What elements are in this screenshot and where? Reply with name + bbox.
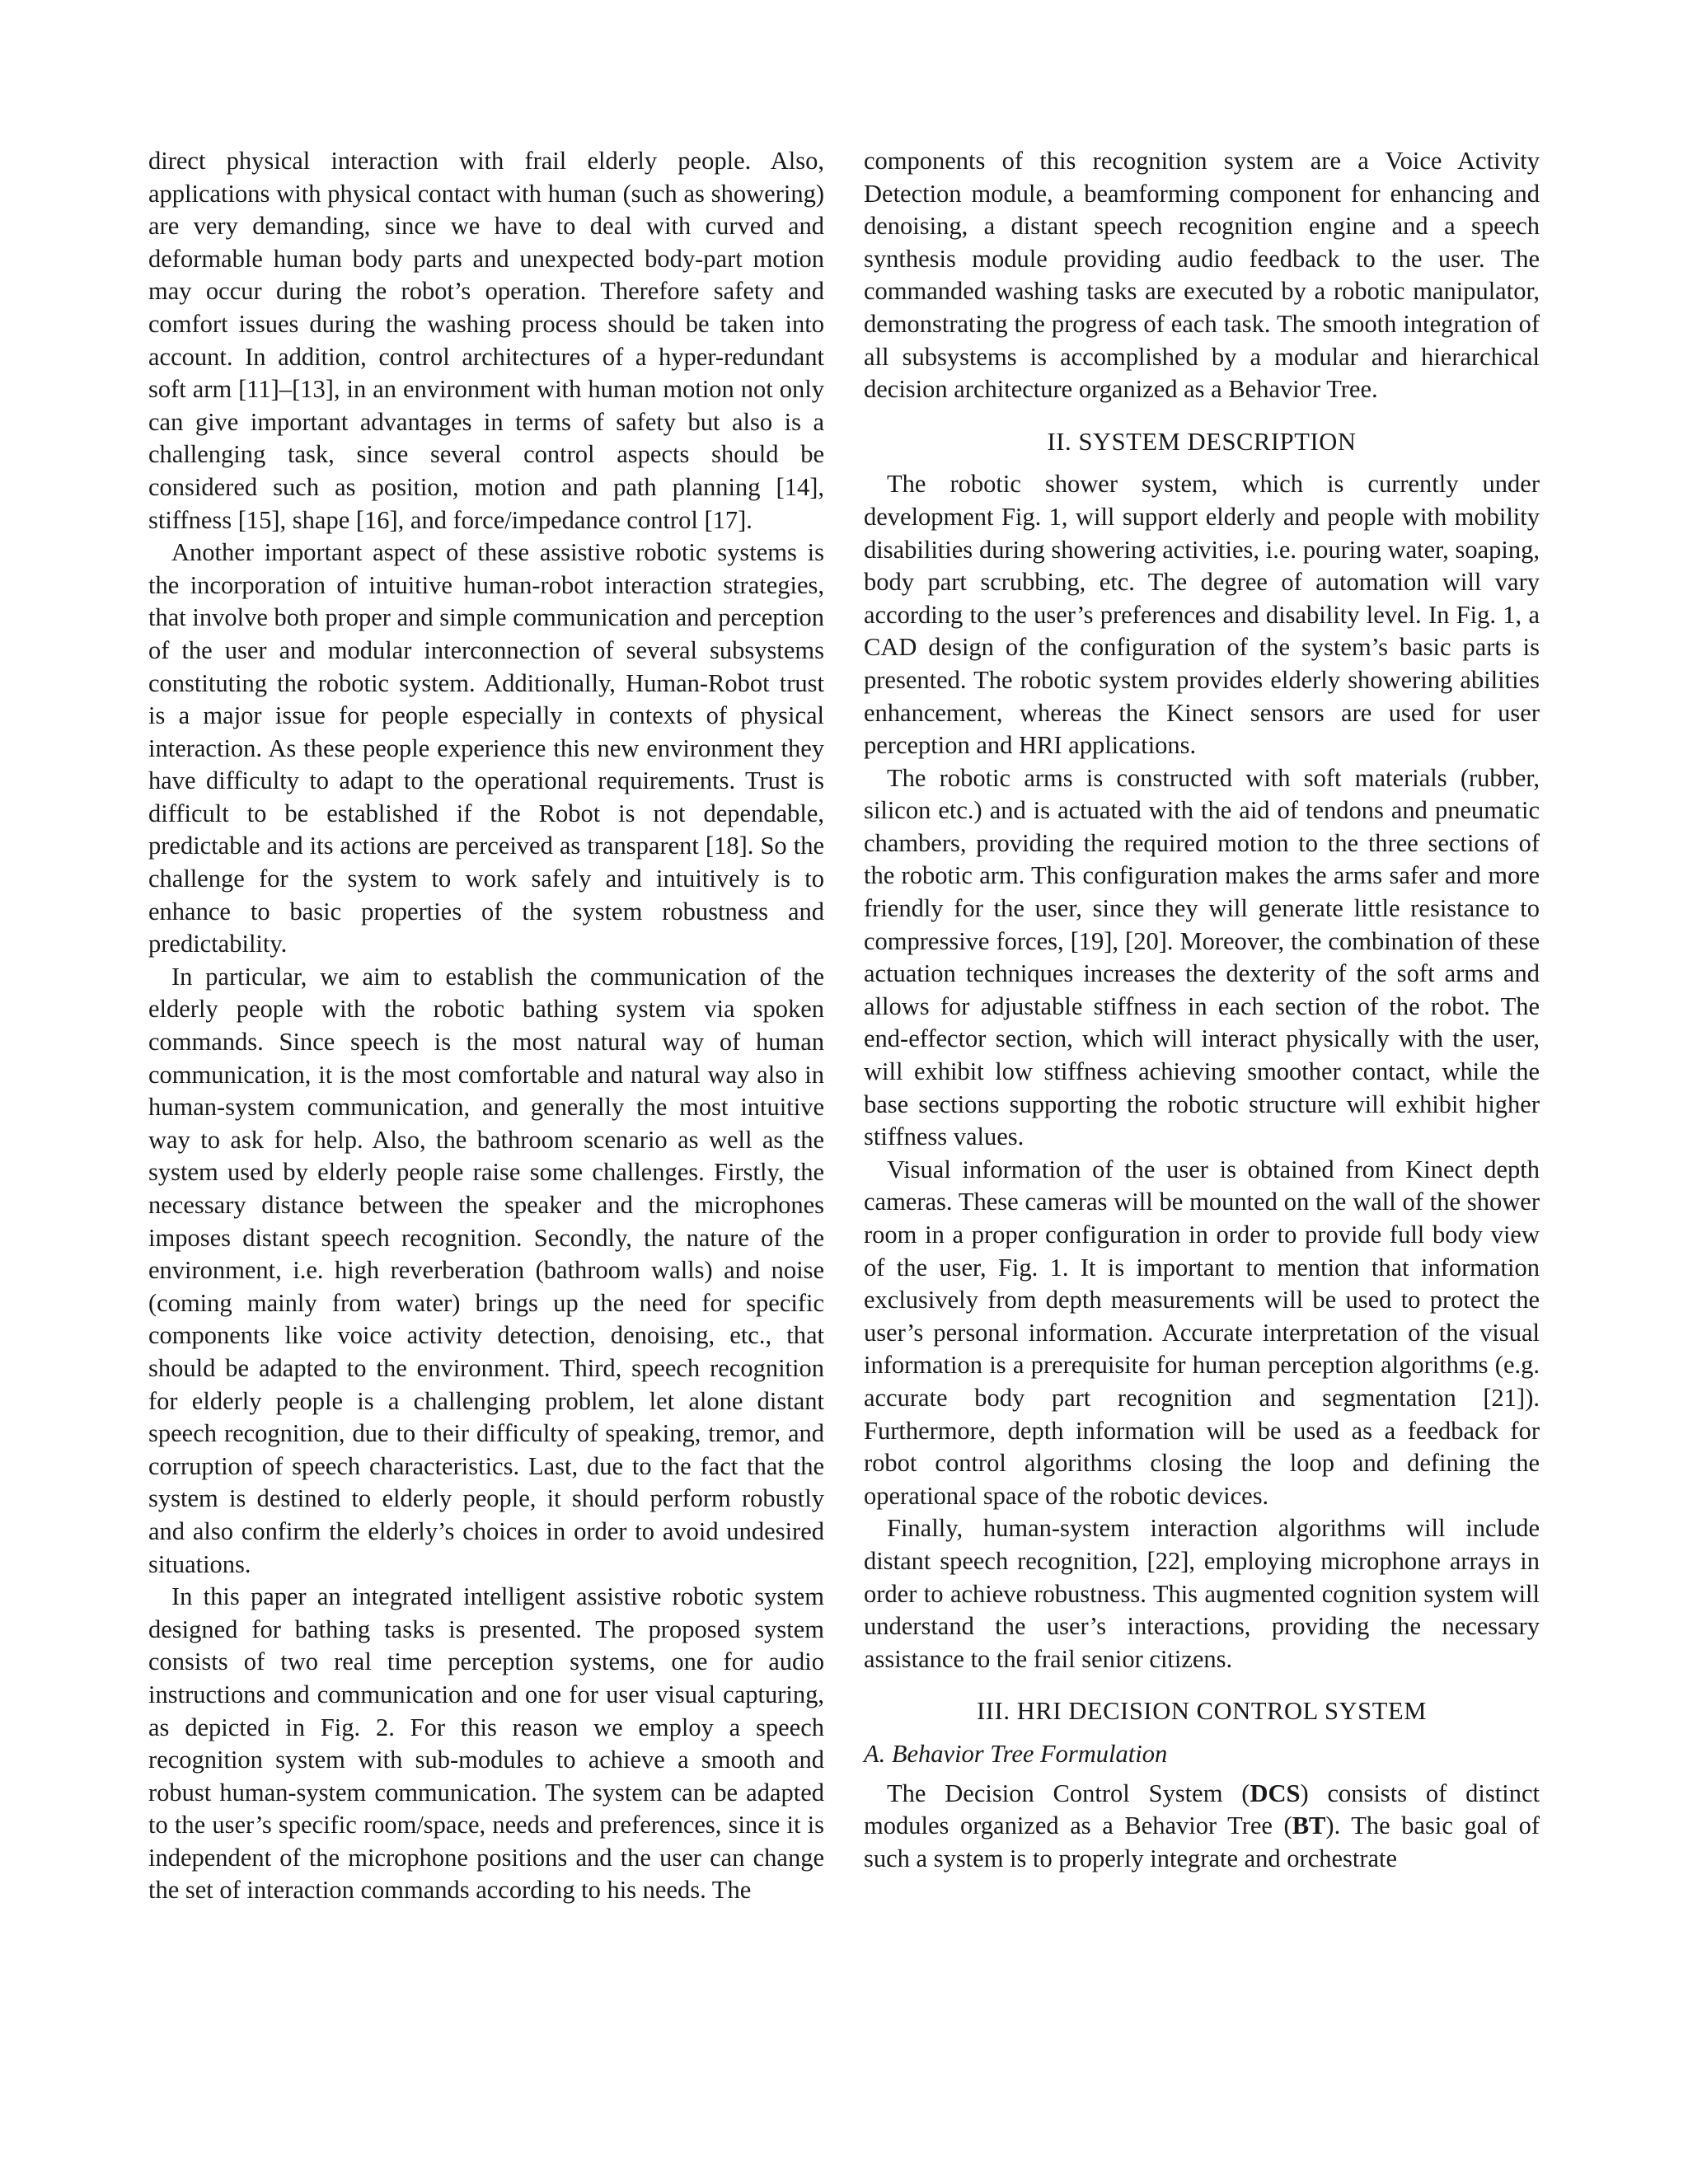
paragraph-soft-arms: The robotic arms is constructed with soft materials (rubber, silicon etc.) and is actuated with the aid of tendons and pneumatic chambers, providing the required motion to the three sections of the robotic arm. This configuration makes the arms safer and more friendly for the user, since they will generate little resistance to compressive forces, [19], [20]. Moreover, the combination of these actuation techniques increases the dexterity of the soft arms and allows for adjustable stiffness in each section of the robot. The end-effector section, which will interact physically with the user, will exhibit low stiffness achieving smoother contact, while the base sections supporting the robotic structure will exhibit higher stiffness values. (864, 763, 1540, 1151)
dcs-text-1: The Decision Control System ( (887, 1779, 1250, 1807)
paragraph-spoken-commands: In particular, we aim to establish the communication of the elderly people with the robotic bathing system via spoken commands. Since speech is the most natural way of human communication, it is the most comfortable and natural way also in human-system communication, and generally the most intuitive way to ask for help. Also, the bathroom scenario as well as the system used by elderly people raise some challenges. Firstly, the necessary distance between the speaker and the microphones imposes distant speech recognition. Secondly, the nature of the environment, i.e. high reverberation (bathroom walls) and noise (coming mainly from water) brings up the need for specific components like voice activity detection, denoising, etc., that should be adapted to the environment. Third, speech recognition for elderly people is a challenging problem, let alone distant speech recognition, due to their difficulty of speaking, tremor, and corruption of speech characteristics. Last, due to the fact that the system is destined to elderly people, it should perform robustly and also confirm the elderly’s choices in order to avoid undesired situations. (148, 962, 824, 1578)
section-heading-system-description: II. SYSTEM DESCRIPTION (1047, 427, 1357, 456)
dcs-text-3: ). The basic goal of such a system is to properly integrate and orchestrate (864, 1811, 1540, 1872)
paragraph-robotic-shower: The robotic shower system, which is currently under development Fig. 1, will support elderly and people with mobility disabilities during showering activities, i.e. pouring water, soaping, body part scrubbing, etc. The degree of automation will vary according to the user’s preferences and disability level. In Fig. 1, a CAD design of the configuration of the system’s basic parts is presented. The robotic system provides elderly showering abilities enhancement, whereas the Kinect sensors are used for user perception and HRI applications. (864, 470, 1540, 760)
subsection-heading-behavior-tree: A. Behavior Tree Formulation (864, 1739, 1168, 1768)
right-column (864, 145, 1540, 1875)
paragraph-hri-strategies: Another important aspect of these assistive robotic systems is the incorporation of intuitive human-robot interaction strategies, that involve both proper and simple communication and perception of the user and modular interconnection of several subsystems constituting the robotic system. Additionally, Human-Robot trust is a major issue for people especially in contexts of physical interaction. As these people experience this new environment they have difficulty to adapt to the operational requirements. Trust is difficult to be established if the Robot is not dependable, predictable and its actions are perceived as transparent [18]. So the challenge for the system to work safely and intuitively is to enhance to basic properties of the system robustness and predictability. (148, 538, 824, 958)
paper-page (148, 145, 1540, 2074)
paragraph-dcs (864, 1778, 1540, 1876)
dcs-acronym: DCS (1250, 1779, 1301, 1807)
left-column (148, 145, 824, 1907)
paragraph-recognition-components: components of this recognition system are a Voice Activity Detection module, a beamforming component for enhancing and denoising, a distant speech recognition engine and a speech synthesis module providing audio feedback to the user. The commanded washing tasks are executed by a robotic manipulator, demonstrating the progress of each task. The smooth integration of all subsystems is accomplished by a modular and hierarchical decision architecture organized as a Behavior Tree. (864, 147, 1540, 404)
dcs-text-2: ) consists of distinct modules organized as a Behavior Tree ( (864, 1779, 1540, 1840)
paragraph-continuation: direct physical interaction with frail elderly people. Also, applications with physical contact with human (such as showering) are very demanding, since we have to deal with curved and deformable human body parts and unexpected body-part motion may occur during the robot’s operation. Therefore safety and comfort issues during the washing process should be taken into account. In addition, control architectures of a hyper-redundant soft arm [11]–[13], in an environment with human motion not only can give important advantages in terms of safety but also is a challenging task, since several control aspects should be considered such as position, motion and path planning [14], stiffness [15], shape [16], and force/impedance control [17]. (148, 147, 824, 534)
paragraph-hsi-algorithms: Finally, human-system interaction algorithms will include distant speech recognition, [22], employing microphone arrays in order to achieve robustness. This augmented cognition system will understand the user’s interactions, providing the necessary assistance to the frail senior citizens. (864, 1514, 1540, 1673)
bt-acronym: BT (1292, 1811, 1326, 1840)
paragraph-system-overview: In this paper an integrated intelligent assistive robotic system designed for bathing tasks is presented. The proposed system consists of two real time perception systems, one for audio instructions and communication and one for user visual capturing, as depicted in Fig. 2. For this reason we employ a speech recognition system with sub-modules to achieve a smooth and robust human-system communication. The system can be adapted to the user’s specific room/space, needs and preferences, since it is independent of the microphone positions and the user can change the set of interaction commands according to his needs. The (148, 1582, 824, 1905)
section-heading-hri-decision-control: III. HRI DECISION CONTROL SYSTEM (977, 1697, 1427, 1726)
paragraph-visual-information: Visual information of the user is obtained from Kinect depth cameras. These cameras will be mounted on the wall of the shower room in a proper configuration in order to provide full body view of the user, Fig. 1. It is important to mention that information exclusively from depth measurements will be used to protect the user’s personal information. Accurate interpretation of the visual information is a prerequisite for human perception algorithms (e.g. accurate body part recognition and segmentation [21]). Furthermore, depth information will be used as a feedback for robot control algorithms closing the loop and defining the operational space of the robotic devices. (864, 1155, 1540, 1510)
